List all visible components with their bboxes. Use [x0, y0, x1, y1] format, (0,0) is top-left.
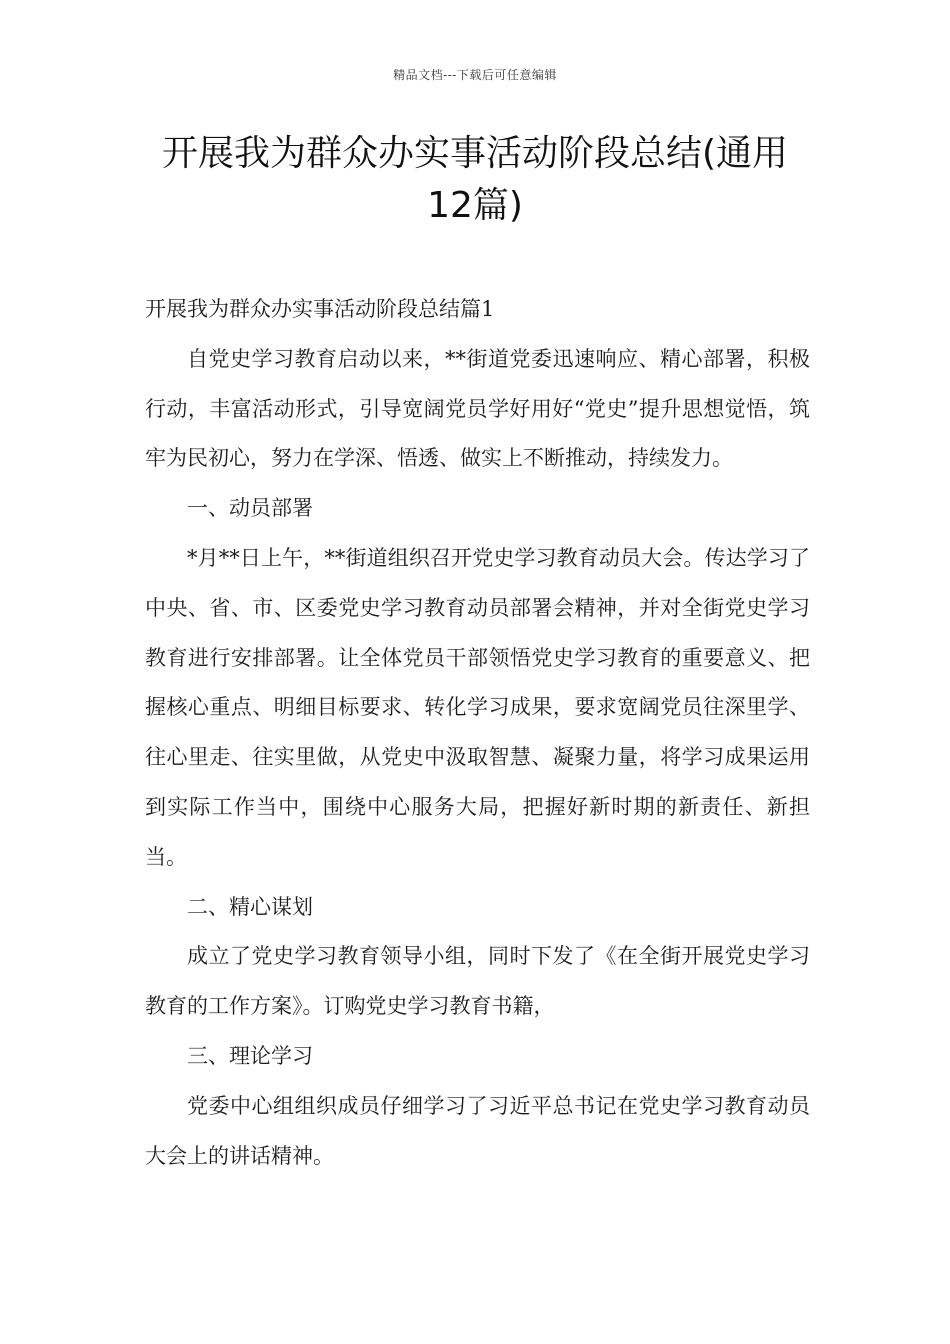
subheading-planning: 二、精心谋划 [187, 894, 313, 919]
document-body [145, 285, 810, 1181]
subheading-mobilization: 一、动员部署 [187, 496, 313, 521]
paragraph-planning: 成立了党史学习教育领导小组，同时下发了《在全街开展党史学习教育的工作方案》。订购党史学习教育书籍， [145, 944, 810, 1019]
section-heading: 开展我为群众办实事活动阶段总结篇1 [145, 297, 495, 321]
subheading-theory-study: 三、理论学习 [187, 1043, 313, 1068]
paragraph-mobilization: *月**日上午，**街道组织召开党史学习教育动员大会。传达学习了中央、省、市、区委党史学习教育动员部署会精神，并对全街党史学习教育进行安排部署。让全体党员干部领悟党史学习教育的重要意义、把握核心重点、明细目标要求、转化学习成果，要求宽阔党员往深里学、往心里走、往实里做，从党史中汲取智慧、凝聚力量，将学习成果运用到实际工作当中，围绕中心服务大局，把握好新时期的新责任、新担当。 [145, 545, 810, 869]
paragraph-intro: 自党史学习教育启动以来，**街道党委迅速响应、精心部署，积极行动，丰富活动形式，引导宽阔党员学好用好“党史”提升思想觉悟，筑牢为民初心，努力在学深、悟透、做实上不断推动，持续发力。 [145, 346, 810, 471]
paragraph-theory-study: 党委中心组组织成员仔细学习了习近平总书记在党史学习教育动员大会上的讲话精神。 [145, 1093, 810, 1168]
document-title: 开展我为群众办实事活动阶段总结(通用12篇) [161, 133, 789, 226]
header-note: 精品文档---下载后可任意编辑 [393, 68, 557, 82]
